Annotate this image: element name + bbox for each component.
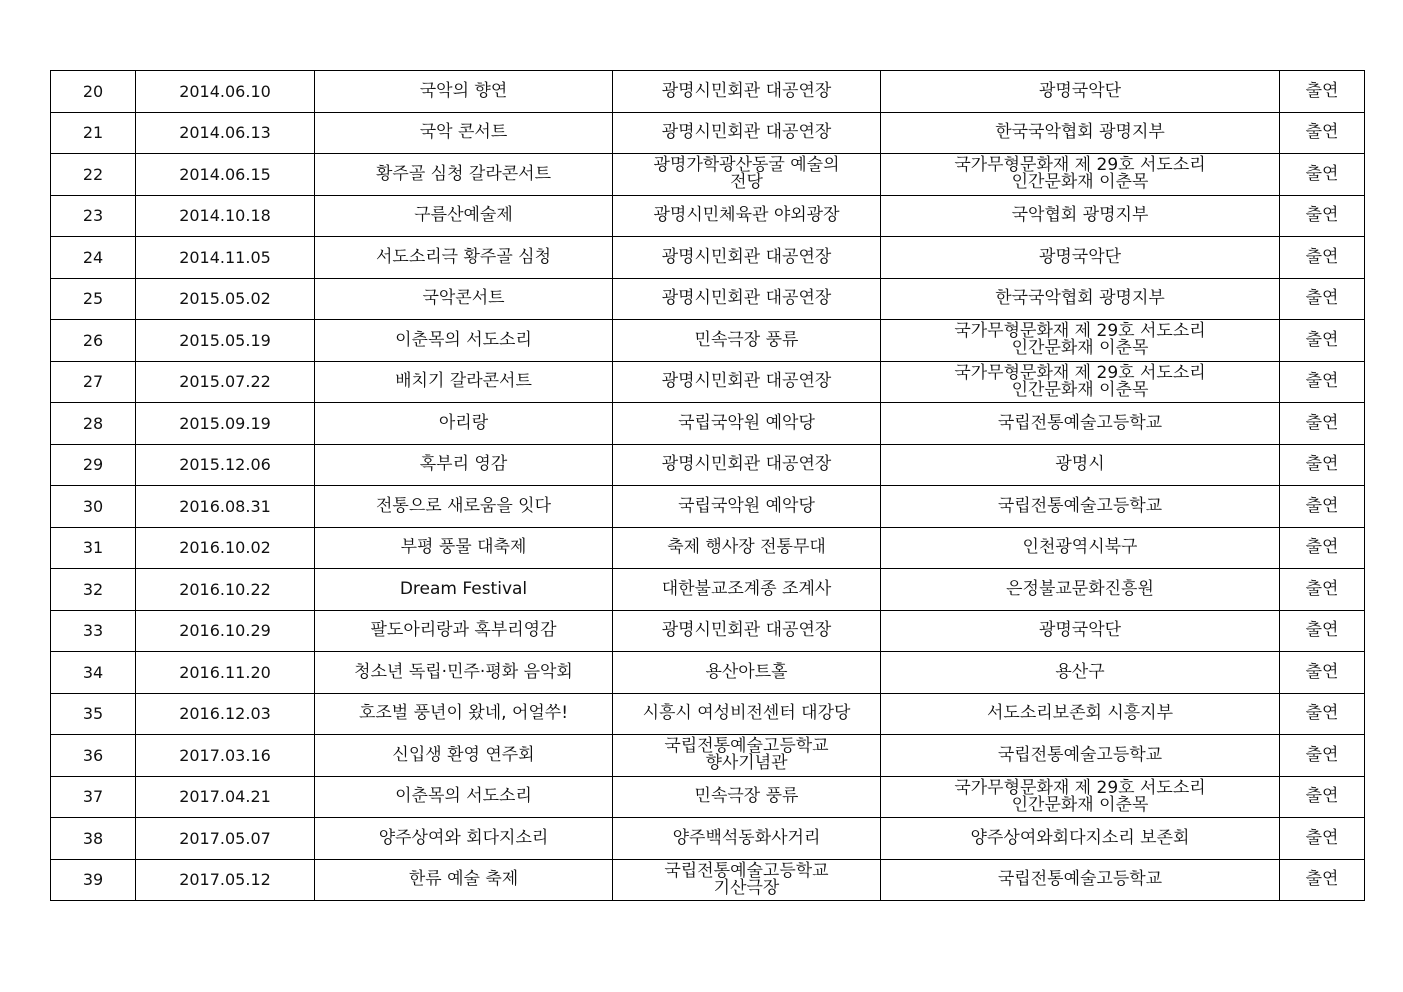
date-cell: 2016.11.20	[136, 652, 315, 694]
row-number-cell: 35	[51, 693, 136, 735]
row-number-cell: 28	[51, 403, 136, 445]
venue-cell	[613, 652, 881, 694]
date-cell: 2014.06.15	[136, 154, 315, 196]
venue-cell	[613, 361, 881, 403]
venue-cell	[613, 859, 881, 901]
table-body	[51, 71, 1365, 901]
host-cell	[881, 320, 1280, 362]
date-cell: 2015.12.06	[136, 444, 315, 486]
venue-cell-line: 기산극장	[713, 877, 780, 898]
title-cell: 팔도아리랑과 혹부리영감	[315, 610, 613, 652]
row-number-cell: 24	[51, 237, 136, 279]
host-cell	[881, 486, 1280, 528]
venue-cell-line: 민속극장 풍류	[694, 329, 799, 350]
table-row	[51, 195, 1365, 237]
row-number-cell: 27	[51, 361, 136, 403]
role-cell: 출연	[1280, 776, 1365, 818]
date-cell: 2014.10.18	[136, 195, 315, 237]
row-number-cell: 26	[51, 320, 136, 362]
role-cell: 출연	[1280, 818, 1365, 860]
date-cell: 2017.03.16	[136, 735, 315, 777]
date-cell: 2015.05.02	[136, 278, 315, 320]
venue-cell-line: 광명시민회관 대공연장	[661, 371, 832, 392]
host-cell-line: 국가무형문화재 제 29호 서도소리	[954, 362, 1206, 383]
host-cell-line: 서도소리보존회 시흥지부	[986, 703, 1174, 724]
host-cell-line: 인천광역시북구	[1022, 537, 1138, 558]
row-number-cell: 30	[51, 486, 136, 528]
table-row	[51, 527, 1365, 569]
role-cell: 출연	[1280, 652, 1365, 694]
host-cell-line: 국가무형문화재 제 29호 서도소리	[954, 321, 1206, 342]
row-number-cell: 33	[51, 610, 136, 652]
venue-cell	[613, 112, 881, 154]
date-cell: 2016.10.29	[136, 610, 315, 652]
title-cell: 국악 콘서트	[315, 112, 613, 154]
date-cell: 2014.06.13	[136, 112, 315, 154]
host-cell-line: 국가무형문화재 제 29호 서도소리	[954, 777, 1206, 798]
title-cell: 양주상여와 회다지소리	[315, 818, 613, 860]
venue-cell-line: 광명시민회관 대공연장	[661, 80, 832, 101]
table-row	[51, 776, 1365, 818]
venue-cell	[613, 320, 881, 362]
host-cell-line: 국립전통예술고등학교	[997, 744, 1163, 765]
table-row	[51, 486, 1365, 528]
venue-cell-line: 향사기념관	[705, 753, 788, 774]
title-cell: 이춘목의 서도소리	[315, 776, 613, 818]
title-cell: 부평 풍물 대축제	[315, 527, 613, 569]
table-row	[51, 693, 1365, 735]
venue-cell-line: 국립국악원 예악당	[678, 412, 815, 433]
date-cell: 2015.07.22	[136, 361, 315, 403]
venue-cell	[613, 278, 881, 320]
role-cell: 출연	[1280, 693, 1365, 735]
table-row	[51, 320, 1365, 362]
date-cell: 2016.10.22	[136, 569, 315, 611]
venue-cell	[613, 195, 881, 237]
date-cell: 2016.10.02	[136, 527, 315, 569]
title-cell: 혹부리 영감	[315, 444, 613, 486]
row-number-cell: 31	[51, 527, 136, 569]
venue-cell-line: 대한불교조계종 조계사	[661, 578, 832, 599]
host-cell-line: 인간문화재 이춘목	[1011, 172, 1149, 193]
title-cell: 호조벌 풍년이 왔네, 어얼쑤!	[315, 693, 613, 735]
venue-cell-line: 축제 행사장 전통무대	[667, 537, 826, 558]
role-cell: 출연	[1280, 361, 1365, 403]
table-row	[51, 652, 1365, 694]
venue-cell-line: 양주백석동화사거리	[672, 827, 821, 848]
table-row	[51, 112, 1365, 154]
date-cell: 2014.06.10	[136, 71, 315, 113]
host-cell	[881, 818, 1280, 860]
table-row	[51, 859, 1365, 901]
venue-cell-line: 광명시민회관 대공연장	[661, 620, 832, 641]
role-cell: 출연	[1280, 154, 1365, 196]
host-cell-line: 광명시	[1055, 454, 1105, 475]
venue-cell-line: 전당	[730, 172, 763, 193]
host-cell	[881, 444, 1280, 486]
host-cell	[881, 278, 1280, 320]
row-number-cell: 22	[51, 154, 136, 196]
host-cell-line: 광명국악단	[1038, 80, 1122, 101]
role-cell: 출연	[1280, 610, 1365, 652]
host-cell-line: 한국국악협회 광명지부	[995, 122, 1165, 143]
title-cell: Dream Festival	[315, 569, 613, 611]
role-cell: 출연	[1280, 237, 1365, 279]
title-cell: 배치기 갈라콘서트	[315, 361, 613, 403]
venue-cell	[613, 71, 881, 113]
venue-cell	[613, 776, 881, 818]
role-cell: 출연	[1280, 735, 1365, 777]
host-cell	[881, 776, 1280, 818]
host-cell	[881, 527, 1280, 569]
host-cell	[881, 237, 1280, 279]
date-cell: 2016.08.31	[136, 486, 315, 528]
host-cell	[881, 610, 1280, 652]
venue-cell-line: 국립국악원 예악당	[678, 495, 815, 516]
venue-cell-line: 광명시민회관 대공연장	[661, 288, 832, 309]
host-cell-line: 국악협회 광명지부	[1011, 205, 1149, 226]
host-cell-line: 인간문화재 이춘목	[1011, 379, 1149, 400]
date-cell: 2017.05.12	[136, 859, 315, 901]
table-row	[51, 278, 1365, 320]
venue-cell-line: 용산아트홀	[705, 661, 788, 682]
host-cell	[881, 361, 1280, 403]
role-cell: 출연	[1280, 278, 1365, 320]
role-cell: 출연	[1280, 527, 1365, 569]
title-cell: 서도소리극 황주골 심청	[315, 237, 613, 279]
row-number-cell: 23	[51, 195, 136, 237]
title-cell: 아리랑	[315, 403, 613, 445]
title-cell: 청소년 독립·민주·평화 음악회	[315, 652, 613, 694]
role-cell: 출연	[1280, 195, 1365, 237]
date-cell: 2015.05.19	[136, 320, 315, 362]
host-cell	[881, 859, 1280, 901]
host-cell-line: 국립전통예술고등학교	[997, 495, 1163, 516]
row-number-cell: 25	[51, 278, 136, 320]
host-cell	[881, 154, 1280, 196]
table-row	[51, 361, 1365, 403]
row-number-cell: 37	[51, 776, 136, 818]
host-cell-line: 인간문화재 이춘목	[1011, 794, 1149, 815]
host-cell-line: 광명국악단	[1038, 620, 1122, 641]
table-row	[51, 735, 1365, 777]
row-number-cell: 36	[51, 735, 136, 777]
date-cell: 2017.05.07	[136, 818, 315, 860]
title-cell: 황주골 심청 갈라콘서트	[315, 154, 613, 196]
row-number-cell: 34	[51, 652, 136, 694]
venue-cell	[613, 569, 881, 611]
venue-cell-line: 시흥시 여성비전센터 대강당	[642, 703, 851, 724]
title-cell: 신입생 환영 연주회	[315, 735, 613, 777]
venue-cell	[613, 154, 881, 196]
date-cell: 2015.09.19	[136, 403, 315, 445]
venue-cell-line: 광명시민회관 대공연장	[661, 122, 832, 143]
venue-cell-line: 광명시민회관 대공연장	[661, 246, 832, 267]
role-cell: 출연	[1280, 859, 1365, 901]
role-cell: 출연	[1280, 403, 1365, 445]
date-cell: 2017.04.21	[136, 776, 315, 818]
table-row	[51, 403, 1365, 445]
table-row	[51, 154, 1365, 196]
venue-cell	[613, 735, 881, 777]
venue-cell	[613, 818, 881, 860]
host-cell	[881, 652, 1280, 694]
venue-cell	[613, 486, 881, 528]
host-cell-line: 은정불교문화진흥원	[1006, 578, 1154, 599]
role-cell: 출연	[1280, 71, 1365, 113]
role-cell: 출연	[1280, 320, 1365, 362]
table-row	[51, 237, 1365, 279]
title-cell: 한류 예술 축제	[315, 859, 613, 901]
row-number-cell: 21	[51, 112, 136, 154]
host-cell	[881, 735, 1280, 777]
title-cell: 이춘목의 서도소리	[315, 320, 613, 362]
title-cell: 구름산예술제	[315, 195, 613, 237]
row-number-cell: 39	[51, 859, 136, 901]
host-cell-line: 인간문화재 이춘목	[1011, 338, 1149, 359]
venue-cell	[613, 527, 881, 569]
performance-table	[50, 70, 1365, 901]
role-cell: 출연	[1280, 112, 1365, 154]
host-cell	[881, 195, 1280, 237]
venue-cell	[613, 237, 881, 279]
host-cell-line: 국립전통예술고등학교	[997, 869, 1163, 890]
host-cell	[881, 569, 1280, 611]
venue-cell	[613, 403, 881, 445]
host-cell-line: 국가무형문화재 제 29호 서도소리	[954, 155, 1206, 176]
venue-cell-line: 광명가학광산동굴 예술의	[653, 155, 840, 176]
host-cell	[881, 693, 1280, 735]
host-cell-line: 광명국악단	[1038, 246, 1122, 267]
venue-cell	[613, 610, 881, 652]
role-cell: 출연	[1280, 486, 1365, 528]
row-number-cell: 20	[51, 71, 136, 113]
host-cell-line: 국립전통예술고등학교	[997, 412, 1163, 433]
row-number-cell: 29	[51, 444, 136, 486]
table-row	[51, 610, 1365, 652]
role-cell: 출연	[1280, 444, 1365, 486]
host-cell	[881, 403, 1280, 445]
row-number-cell: 38	[51, 818, 136, 860]
table-row	[51, 818, 1365, 860]
host-cell	[881, 112, 1280, 154]
venue-cell-line: 광명시민체육관 야외광장	[653, 205, 840, 226]
table-row	[51, 71, 1365, 113]
venue-cell	[613, 693, 881, 735]
title-cell: 전통으로 새로움을 잇다	[315, 486, 613, 528]
venue-cell-line: 민속극장 풍류	[694, 786, 799, 807]
table-row	[51, 444, 1365, 486]
title-cell: 국악콘서트	[315, 278, 613, 320]
venue-cell-line: 광명시민회관 대공연장	[661, 454, 832, 475]
host-cell	[881, 71, 1280, 113]
host-cell-line: 한국국악협회 광명지부	[995, 288, 1165, 309]
role-cell: 출연	[1280, 569, 1365, 611]
venue-cell-line: 국립전통예술고등학교	[664, 736, 829, 757]
host-cell-line: 용산구	[1055, 661, 1105, 682]
date-cell: 2016.12.03	[136, 693, 315, 735]
row-number-cell: 32	[51, 569, 136, 611]
host-cell-line: 양주상여와회다지소리 보존회	[970, 827, 1190, 848]
venue-cell	[613, 444, 881, 486]
date-cell: 2014.11.05	[136, 237, 315, 279]
venue-cell-line: 국립전통예술고등학교	[664, 860, 829, 881]
table-row	[51, 569, 1365, 611]
title-cell: 국악의 향연	[315, 71, 613, 113]
